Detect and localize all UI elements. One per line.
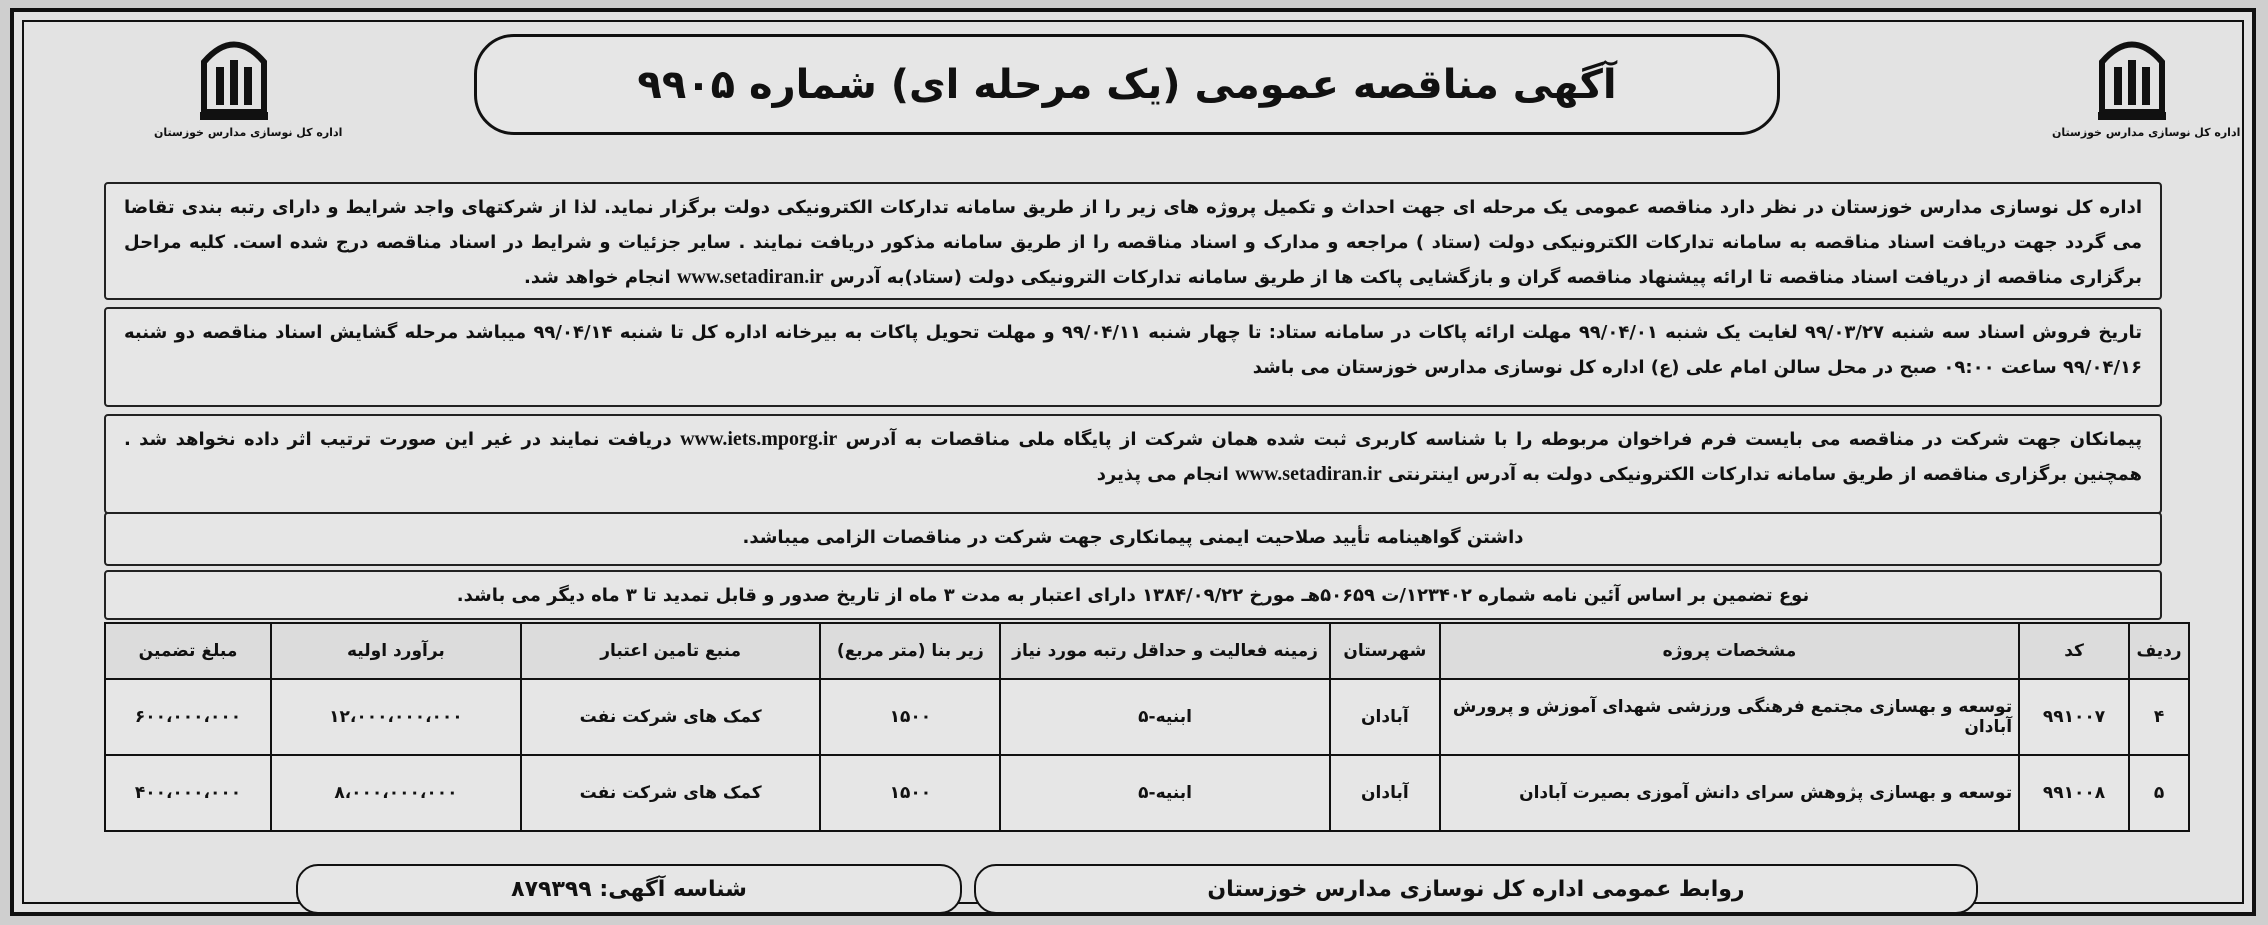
table-row	[105, 679, 2189, 755]
logo-caption: اداره کل نوسازی مدارس خوزستان	[2052, 126, 2241, 139]
table-cell: ۱۵۰۰	[820, 755, 1000, 831]
notice-title: آگهی مناقصه عمومی (یک مرحله ای) شماره ۹۹۰۵	[474, 34, 1780, 135]
table-cell: ۵	[2129, 755, 2189, 831]
table-cell: توسعه و بهسازی مجتمع فرهنگی ورزشی شهدای آموزش و پرورش آبادان	[1440, 679, 2019, 755]
safety-paragraph	[104, 512, 2162, 566]
table-cell: کمک های شرکت نفت	[521, 679, 821, 755]
column-header: زمینه فعالیت و حداقل رتبه مورد نیاز	[1000, 623, 1330, 679]
table-cell: ۶۰۰،۰۰۰،۰۰۰	[105, 679, 271, 755]
tender-notice	[10, 8, 2256, 916]
safety-text: داشتن گواهینامه تأیید صلاحیت ایمنی پیمانکاری جهت شرکت در مناقصات الزامی میباشد.	[742, 527, 1524, 548]
intro-text: اداره کل نوسازی مدارس خوزستان در نظر دارد مناقصه عمومی یک مرحله ای جهت احداث و تکمیل پروژه های زیر را از طریق سامانه تدارکات الکترونیکی دولت برگزار نماید. لذا از شرکتهای واجد شرایط و دارای رتبه بندی تقاضا می گردد جهت دریافت اسناد مناقصه به سامانه تدارکات الکترونیکی دولت (ستاد ) مراجعه و مدارک و اسناد مناقصه را از طریق سامانه مذکور دریافت نمایند . سایر جزئیات و شرایط در اسناد مناقصه درج شده است. کلیه مراحل برگزاری مناقصه از دریافت اسناد مناقصه تا ارائه پیشنهاد مناقصه گران و بازگشایی پاکت ها از طریق سامانه تدارکات الترونیکی دولت (ستاد)به آدرس	[124, 197, 2142, 288]
logo-left	[154, 32, 343, 139]
registration-text-c: انجام می پذیرد	[1096, 464, 1229, 485]
registration-text-a: پیمانکان جهت شرکت در مناقصه می بایست فرم فراخوان مربوطه را با شناسه کاربری ثبت شده همان شرکت از پایگاه ملی مناقصات به آدرس	[845, 429, 2142, 450]
column-header: زیر بنا (متر مربع)	[820, 623, 1000, 679]
table-cell: ابنیه-۵	[1000, 755, 1330, 831]
iets-link[interactable]: www.iets.mporg.ir	[680, 428, 838, 450]
column-header: منبع تامین اعتبار	[521, 623, 821, 679]
column-header: شهرستان	[1330, 623, 1440, 679]
table-cell: ۱۵۰۰	[820, 679, 1000, 755]
column-header: کد	[2019, 623, 2129, 679]
table-row	[105, 755, 2189, 831]
column-header: مشخصات پروژه	[1440, 623, 2019, 679]
table-cell: کمک های شرکت نفت	[521, 755, 821, 831]
setad-link-2[interactable]: www.setadiran.ir	[1235, 463, 1382, 485]
ad-id-footer: شناسه آگهی: ۸۷۹۳۹۹	[296, 864, 962, 914]
logo-caption: اداره کل نوسازی مدارس خوزستان	[154, 126, 343, 139]
column-header: برآورد اولیه	[271, 623, 521, 679]
table-cell: ۹۹۱۰۰۷	[2019, 679, 2129, 755]
dates-paragraph	[104, 307, 2162, 407]
logo-right	[2052, 32, 2241, 139]
table-header-row	[105, 623, 2189, 679]
table-cell: ۱۲،۰۰۰،۰۰۰،۰۰۰	[271, 679, 521, 755]
projects-table	[104, 622, 2190, 832]
emblem-icon	[194, 32, 274, 122]
emblem-icon	[2092, 32, 2172, 122]
column-header: مبلغ تضمین	[105, 623, 271, 679]
guarantee-text: نوع تضمین بر اساس آئین نامه شماره ۱۲۳۴۰۲/ت ۵۰۶۵۹هـ مورخ ۱۳۸۴/۰۹/۲۲ دارای اعتبار به مدت ۳ ماه از تاریخ صدور و قابل تمدید تا ۳ ماه دیگر می باشد.	[456, 585, 1810, 606]
table-cell: آبادان	[1330, 679, 1440, 755]
registration-paragraph	[104, 414, 2162, 514]
table-cell: ۴۰۰،۰۰۰،۰۰۰	[105, 755, 271, 831]
intro-text-end: انجام خواهد شد.	[524, 267, 671, 288]
table-cell: ۴	[2129, 679, 2189, 755]
dates-text: تاریخ فروش اسناد سه شنبه ۹۹/۰۳/۲۷ لغایت یک شنبه ۹۹/۰۴/۰۱ مهلت ارائه پاکات در سامانه ستاد: تا چهار شنبه ۹۹/۰۴/۱۱ و مهلت تحویل پاکات به بیرخانه اداره کل تا شنبه ۹۹/۰۴/۱۴ میباشد مرحله گشایش اسناد مناقصه دو شنبه ۹۹/۰۴/۱۶ ساعت ۰۹:۰۰ صبح در محل سالن امام علی (ع) اداره کل نوسازی مدارس خوزستان می باشد	[124, 322, 2142, 378]
intro-paragraph	[104, 182, 2162, 300]
registration-text-b: دریافت نمایند در غیر این صورت ترتیب اثر داده نخواهد شد . همچنین برگزاری مناقصه از طریق سامانه تدارکات الکترونیکی دولت به آدرس اینترنتی	[124, 429, 2142, 485]
table-cell: ۹۹۱۰۰۸	[2019, 755, 2129, 831]
table-cell: ۸،۰۰۰،۰۰۰،۰۰۰	[271, 755, 521, 831]
table-cell: آبادان	[1330, 755, 1440, 831]
table-cell: ابنیه-۵	[1000, 679, 1330, 755]
table-cell: توسعه و بهسازی پژوهش سرای دانش آموزی بصیرت آبادان	[1440, 755, 2019, 831]
publisher-footer: روابط عمومی اداره کل نوسازی مدارس خوزستان	[974, 864, 1978, 914]
guarantee-paragraph	[104, 570, 2162, 620]
setad-link[interactable]: www.setadiran.ir	[676, 266, 824, 288]
column-header: ردیف	[2129, 623, 2189, 679]
